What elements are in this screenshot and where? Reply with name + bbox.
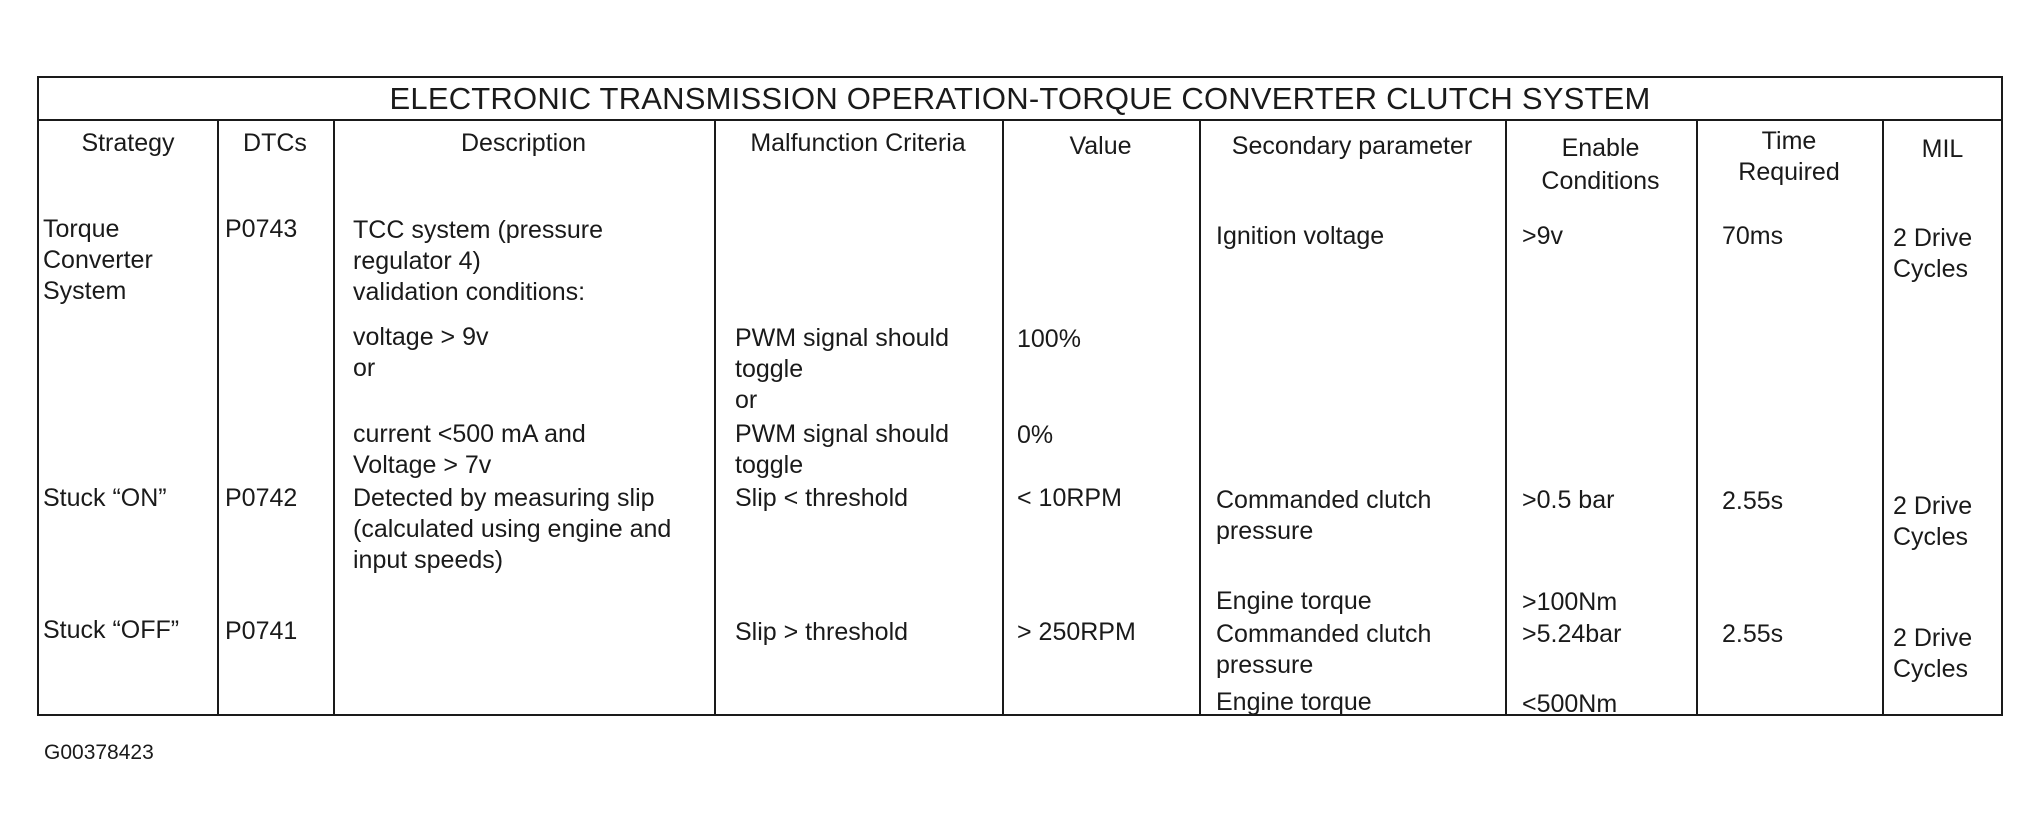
ttc-diagnostic-table bbox=[37, 76, 2003, 716]
secondary-parameter-cell: Ignition voltage bbox=[1216, 222, 1385, 250]
dtc-cell: P0743 bbox=[225, 215, 298, 243]
dtc-cell: P0742 bbox=[225, 484, 298, 512]
column-divider bbox=[333, 121, 335, 714]
strategy-cell: Stuck “ON” bbox=[43, 484, 167, 512]
time-required-cell: 2.55s bbox=[1722, 620, 1784, 648]
enable-condition-cell: >0.5 bar bbox=[1522, 486, 1615, 514]
header-secondary-parameter: Secondary parameter bbox=[1231, 132, 1473, 160]
header-malfunction-criteria: Malfunction Criteria bbox=[750, 129, 966, 157]
column-divider bbox=[217, 121, 219, 714]
strategy-cell: Torque Converter System bbox=[43, 215, 153, 305]
enable-condition-cell: >9v bbox=[1522, 222, 1564, 250]
description-cell: voltage > 9v or bbox=[353, 323, 489, 382]
header-strategy: Strategy bbox=[81, 129, 175, 157]
malfunction-criteria-cell: PWM signal should toggle bbox=[735, 420, 949, 479]
mil-cell: 2 Drive Cycles bbox=[1893, 624, 1973, 683]
secondary-parameter-cell: Commanded clutch pressure bbox=[1216, 620, 1432, 679]
dtc-cell: P0741 bbox=[225, 617, 298, 645]
mil-cell: 2 Drive Cycles bbox=[1893, 224, 1973, 283]
time-required-cell: 2.55s bbox=[1722, 487, 1784, 515]
header-mil: MIL bbox=[1921, 135, 1964, 163]
malfunction-criteria-cell: Slip > threshold bbox=[735, 618, 909, 646]
column-divider bbox=[1199, 121, 1201, 714]
secondary-parameter-cell: Commanded clutch pressure bbox=[1216, 486, 1432, 545]
column-divider bbox=[1002, 121, 1004, 714]
description-cell: TCC system (pressure regulator 4) validation conditions: bbox=[353, 216, 604, 306]
header-description: Description bbox=[460, 129, 587, 157]
header-value: Value bbox=[1069, 132, 1132, 160]
column-divider bbox=[1882, 121, 1884, 714]
time-required-cell: 70ms bbox=[1722, 222, 1784, 250]
figure-code: G00378423 bbox=[44, 741, 154, 764]
strategy-cell: Stuck “OFF” bbox=[43, 616, 180, 644]
value-cell: < 10RPM bbox=[1017, 484, 1122, 512]
secondary-parameter-cell: Engine torque bbox=[1216, 587, 1372, 615]
header-enable-conditions: Enable Conditions bbox=[1541, 134, 1660, 195]
enable-condition-cell: >100Nm bbox=[1522, 588, 1618, 616]
description-cell: Detected by measuring slip (calculated using engine and input speeds) bbox=[353, 484, 672, 574]
enable-condition-cell: <500Nm bbox=[1522, 690, 1618, 718]
column-divider bbox=[1696, 121, 1698, 714]
column-divider bbox=[1505, 121, 1507, 714]
mil-cell: 2 Drive Cycles bbox=[1893, 492, 1973, 551]
column-divider bbox=[714, 121, 716, 714]
malfunction-criteria-cell: PWM signal should toggle or bbox=[735, 324, 949, 414]
value-cell: 100% bbox=[1017, 325, 1081, 353]
description-cell: current <500 mA and Voltage > 7v bbox=[353, 420, 586, 479]
header-time-required: Time Required bbox=[1738, 127, 1840, 186]
value-cell: > 250RPM bbox=[1017, 618, 1136, 646]
value-cell: 0% bbox=[1017, 421, 1054, 449]
malfunction-criteria-cell: Slip < threshold bbox=[735, 484, 909, 512]
header-dtcs: DTCs bbox=[243, 129, 307, 157]
enable-condition-cell: >5.24bar bbox=[1522, 620, 1622, 648]
table-title: ELECTRONIC TRANSMISSION OPERATION-TORQUE CONVERTER CLUTCH SYSTEM bbox=[39, 78, 2001, 121]
secondary-parameter-cell: Engine torque bbox=[1216, 688, 1372, 716]
